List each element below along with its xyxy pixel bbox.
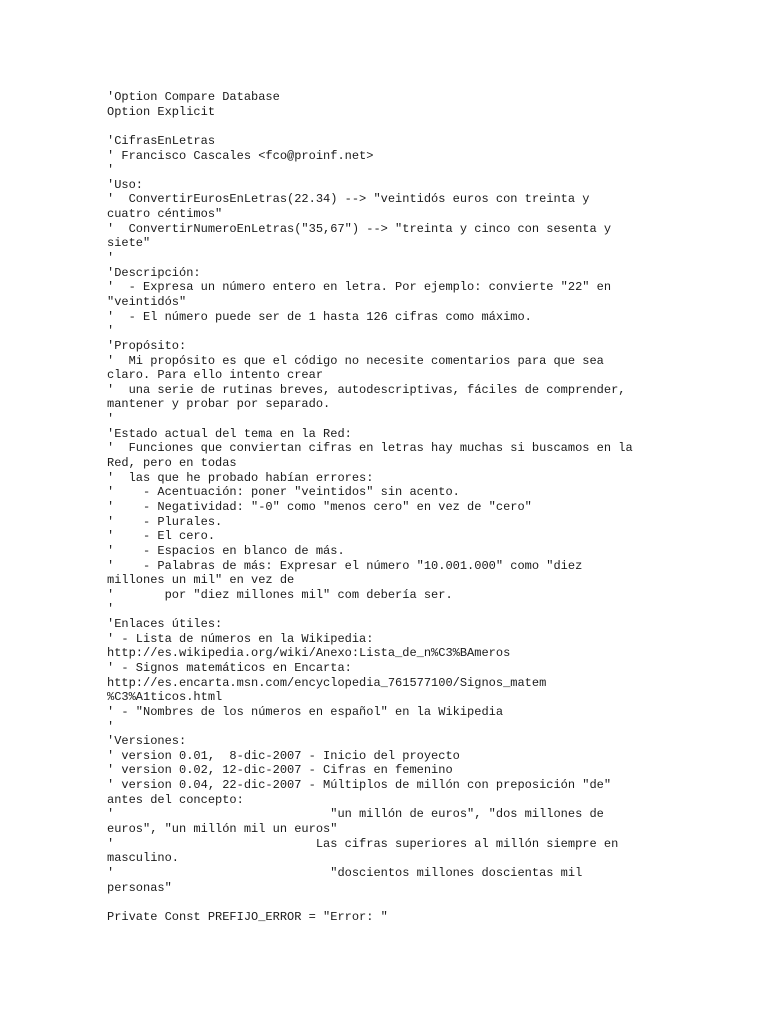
code-line: 'Option Compare Database bbox=[107, 90, 280, 104]
code-line: millones un mil" en vez de bbox=[107, 573, 295, 588]
code-line: ' - "Nombres de los números en español" en la Wikipedia bbox=[107, 704, 504, 719]
code-line: Option Explicit bbox=[107, 104, 216, 119]
code-line: personas" bbox=[107, 880, 172, 895]
code-line: 'Propósito: bbox=[107, 338, 187, 353]
code-line: ' version 0.04, 22-dic-2007 - Múltiplos de millón con preposición "de" bbox=[107, 778, 612, 793]
code-line: 'Descripción: bbox=[107, 265, 201, 280]
code-line: ' - Negatividad: "-0" como "menos cero" en vez de "cero" bbox=[107, 499, 532, 514]
code-line: ' - Palabras de más: Expresar el número "10.001.000" como "diez bbox=[107, 558, 583, 573]
code-line: ' - Lista de números en la Wikipedia: bbox=[107, 631, 374, 646]
code-line: ' bbox=[107, 412, 115, 427]
code-line: 'Estado actual del tema en la Red: bbox=[107, 426, 352, 441]
code-listing bbox=[107, 90, 667, 925]
code-line: ' - El cero. bbox=[107, 529, 216, 544]
code-line: cuatro céntimos" bbox=[107, 207, 223, 222]
code-line: "veintidós" bbox=[107, 294, 187, 309]
code-line: masculino. bbox=[107, 851, 180, 866]
code-line: 'Versiones: bbox=[107, 734, 187, 749]
code-line: ' "doscientos millones doscientas mil bbox=[107, 865, 583, 880]
code-line: ' Francisco Cascales <fco@proinf.net> bbox=[107, 148, 374, 163]
code-line: ' Mi propósito es que el código no necesite comentarios para que sea bbox=[107, 353, 604, 368]
code-line: 'CifrasEnLetras bbox=[107, 133, 216, 148]
code-line: ' bbox=[107, 602, 115, 617]
code-line: ' ConvertirNumeroEnLetras("35,67") --> "treinta y cinco con sesenta y bbox=[107, 221, 612, 236]
code-line: ' - Expresa un número entero en letra. Por ejemplo: convierte "22" en bbox=[107, 280, 612, 295]
code-line: siete" bbox=[107, 236, 151, 251]
code-line: ' "un millón de euros", "dos millones de bbox=[107, 807, 604, 822]
code-line: ' - El número puede ser de 1 hasta 126 cifras como máximo. bbox=[107, 309, 532, 324]
code-line: ' bbox=[107, 163, 115, 178]
code-line: mantener y probar por separado. bbox=[107, 397, 331, 412]
code-line: ' bbox=[107, 324, 115, 339]
code-line: claro. Para ello intento crear bbox=[107, 368, 324, 383]
code-line: ' por "diez millones mil" com debería ser. bbox=[107, 587, 453, 602]
code-line: ' Las cifras superiores al millón siempre en bbox=[107, 836, 619, 851]
code-line: 'Uso: bbox=[107, 177, 144, 192]
code-line: %C3%A1ticos.html bbox=[107, 690, 223, 705]
code-line: ' - Acentuación: poner "veintidos" sin acento. bbox=[107, 485, 460, 500]
code-line: euros", "un millón mil un euros" bbox=[107, 822, 338, 837]
code-line: Private Const PREFIJO_ERROR = "Error: " bbox=[107, 909, 388, 924]
code-line: antes del concepto: bbox=[107, 792, 244, 807]
code-line: Red, pero en todas bbox=[107, 456, 237, 471]
code-line: ' bbox=[107, 719, 115, 734]
code-line: 'Enlaces útiles: bbox=[107, 617, 223, 632]
code-line: ' Funciones que conviertan cifras en letras hay muchas si buscamos en la bbox=[107, 441, 633, 456]
code-line: ' - Espacios en blanco de más. bbox=[107, 543, 345, 558]
code-line: ' - Plurales. bbox=[107, 514, 223, 529]
code-line: ' una serie de rutinas breves, autodescriptivas, fáciles de comprender, bbox=[107, 382, 626, 397]
code-line bbox=[107, 119, 667, 134]
code-line: ' bbox=[107, 251, 115, 266]
code-line: http://es.wikipedia.org/wiki/Anexo:Lista_de_n%C3%BAmeros bbox=[107, 646, 511, 661]
code-line bbox=[107, 895, 667, 910]
code-line: ' ConvertirEurosEnLetras(22.34) --> "veintidós euros con treinta y bbox=[107, 192, 590, 207]
code-line: ' version 0.02, 12-dic-2007 - Cifras en femenino bbox=[107, 763, 453, 778]
code-line: ' version 0.01, 8-dic-2007 - Inicio del proyecto bbox=[107, 748, 460, 763]
code-line: ' - Signos matemáticos en Encarta: bbox=[107, 660, 352, 675]
code-line: ' las que he probado habían errores: bbox=[107, 470, 374, 485]
code-line: http://es.encarta.msn.com/encyclopedia_761577100/Signos_matem bbox=[107, 675, 547, 690]
